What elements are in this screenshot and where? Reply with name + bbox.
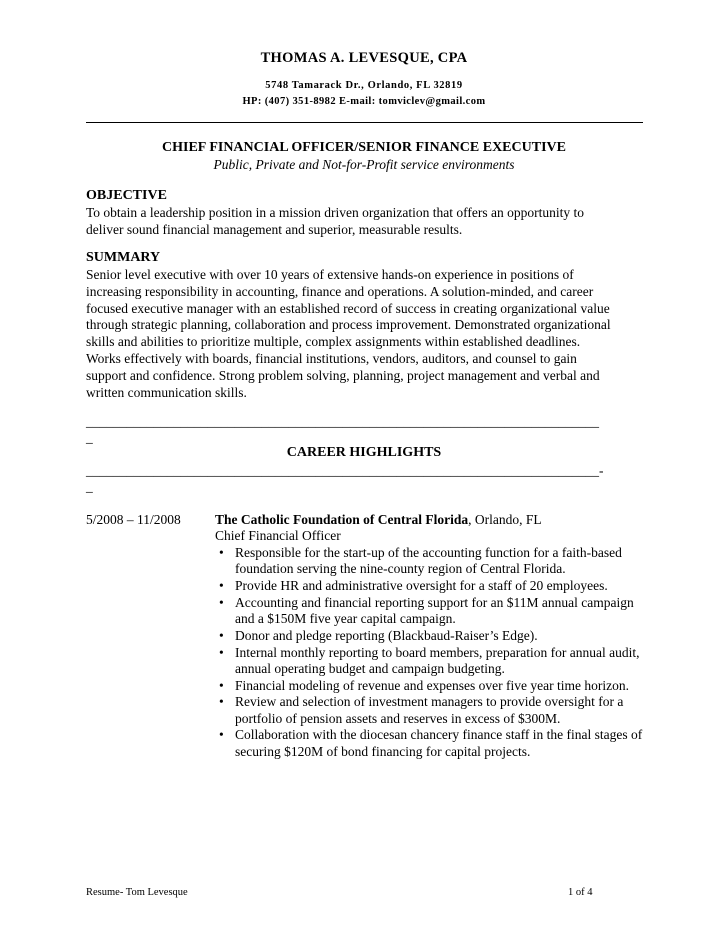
bullet-icon: •	[219, 727, 224, 743]
organization-location: , Orlando, FL	[468, 512, 542, 527]
list-item	[215, 578, 645, 594]
bullet-text: Financial modeling of revenue and expenses over five year time horizon.	[235, 677, 629, 693]
objective-heading: OBJECTIVE	[86, 188, 167, 203]
headline-title: CHIEF FINANCIAL OFFICER/SENIOR FINANCE EXECUTIVE	[162, 140, 566, 155]
summary-line: focused executive manager with an established record of success in creating organizational value	[86, 300, 610, 316]
list-item	[215, 694, 645, 726]
bullet-text: Collaboration with the diocesan chancery finance staff in the final stages of securing $120M of bond financing for capital projects.	[235, 727, 643, 759]
headline-subtitle: Public, Private and Not-for-Profit service environments	[213, 157, 515, 172]
list-item	[215, 545, 645, 577]
divider-top: ____________________________________________________________________________	[86, 414, 599, 429]
bullet-icon: •	[219, 594, 224, 610]
job-organization	[215, 512, 542, 528]
objective-line: deliver sound financial management and superior, measurable results.	[86, 221, 463, 237]
job-bullets	[215, 545, 645, 760]
bullet-text: Donor and pledge reporting (Blackbaud-Raiser’s Edge).	[235, 627, 538, 643]
summary-line: increasing responsibility in accounting, finance and operations. A solution-minded, and career	[86, 283, 594, 299]
bullet-icon: •	[219, 545, 224, 560]
bullet-icon: •	[219, 644, 224, 660]
bullet-text: Internal monthly reporting to board members, preparation for annual audit, annual operating budget and campaign budgeting.	[235, 644, 640, 676]
bullet-text: Review and selection of investment managers to provide oversight for a portfolio of pension assets and reserves in excess of $300M.	[235, 694, 624, 726]
header-rule	[86, 122, 643, 123]
divider-bottom-tail: _	[86, 479, 93, 494]
summary-line: Works effectively with boards, financial institutions, vendors, auditors, and counsel to gain	[86, 350, 577, 366]
objective-line: To obtain a leadership position in a mission driven organization that offers an opportunity to	[86, 205, 584, 220]
bullet-text: Accounting and financial reporting support for an $11M annual campaign and a $150M five year capital campaign.	[235, 594, 634, 626]
list-item	[215, 628, 645, 644]
objective-text	[86, 205, 646, 239]
footer-title: Resume- Tom Levesque	[86, 887, 188, 898]
divider-top-tail: _	[86, 430, 93, 445]
list-item	[215, 645, 645, 677]
bullet-icon: •	[219, 694, 224, 710]
bullet-text: Responsible for the start-up of the accounting function for a faith-based foundation serving the nine-county region of Central Florida.	[235, 545, 622, 577]
summary-line: through strategic planning, collaboration and process improvement. Demonstrated organizational	[86, 317, 611, 333]
bullet-icon: •	[219, 627, 224, 643]
summary-line: written communication skills.	[86, 384, 247, 400]
job-dates: 5/2008 – 11/2008	[86, 512, 181, 527]
summary-line: skills and abilities to prioritize multiple, complex assignments within established deadlines.	[86, 334, 581, 350]
organization-name: The Catholic Foundation of Central Florida	[215, 512, 469, 527]
bullet-icon: •	[219, 677, 224, 693]
divider-bottom: ____________________________________________________________________________-	[86, 463, 604, 478]
contact-info: HP: (407) 351-8982 E-mail: tomviclev@gmail.com	[242, 96, 486, 107]
bullet-icon: •	[219, 578, 224, 593]
job-title: Chief Financial Officer	[215, 528, 341, 543]
list-item	[215, 678, 645, 694]
summary-text	[86, 267, 646, 401]
list-item	[215, 727, 645, 759]
summary-line: support and confidence. Strong problem solving, planning, project management and verbal and	[86, 367, 600, 383]
resume-name: THOMAS A. LEVESQUE, CPA	[260, 50, 468, 66]
page-number: 1 of 4	[568, 887, 593, 898]
summary-line: Senior level executive with over 10 years of extensive hands-on experience in positions of	[86, 267, 574, 282]
summary-heading: SUMMARY	[86, 250, 161, 265]
list-item	[215, 595, 645, 627]
career-heading: CAREER HIGHLIGHTS	[286, 445, 442, 460]
bullet-text: Provide HR and administrative oversight for a staff of 20 employees.	[235, 578, 608, 593]
address: 5748 Tamarack Dr., Orlando, FL 32819	[265, 80, 463, 91]
